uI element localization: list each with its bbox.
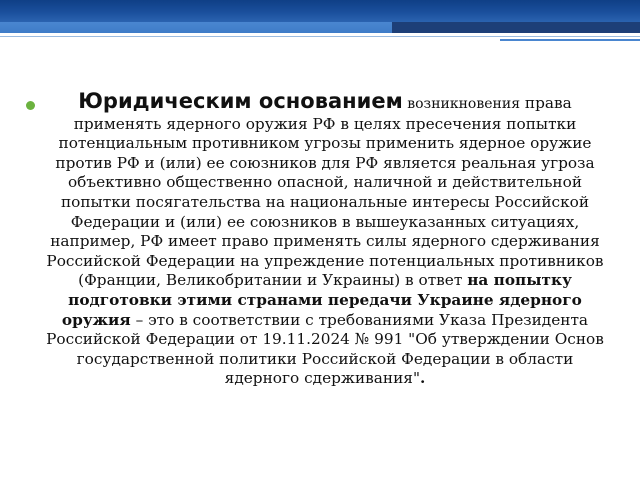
lead-term: Юридическим основанием — [78, 89, 403, 113]
lead-tail: возникновения — [402, 96, 521, 112]
body-text-2: – это в соответствии с требованиями Указа Президента Российской Федерации от 19.11.2024 № 991 "Об утверждении Основ государственной политики Российской Федерации в области ядерного сдерживания" — [46, 310, 604, 388]
bold-phrase: на попытку подготовки этими странами передачи Украине ядерного оружия — [61, 271, 582, 329]
body-text-1: права применять ядерного оружия РФ в целях пресечения попытки потенциальным противником угрозы применить ядерное оружие против РФ и (или) ее союзников для РФ является реальная угроза объективно общественно опасной, наличной и действительной попытки посягательства на национальные интересы Российской Федерации и (или) ее союзников в вышеуказанных ситуациях, например, РФ имеет право применять силы ядерного сдерживания Российской Федерации на упреждение потенциальных противников (Франции, Великобритании и Украины) в ответ — [46, 94, 604, 290]
header-stripe-dark — [392, 22, 640, 33]
final-period: . — [419, 369, 426, 388]
bullet-paragraph — [42, 89, 608, 389]
header-accent-line — [500, 39, 640, 41]
bullet-icon — [26, 101, 35, 110]
header-band — [0, 0, 640, 22]
header-divider-line — [0, 36, 640, 37]
slide-content — [42, 89, 608, 389]
